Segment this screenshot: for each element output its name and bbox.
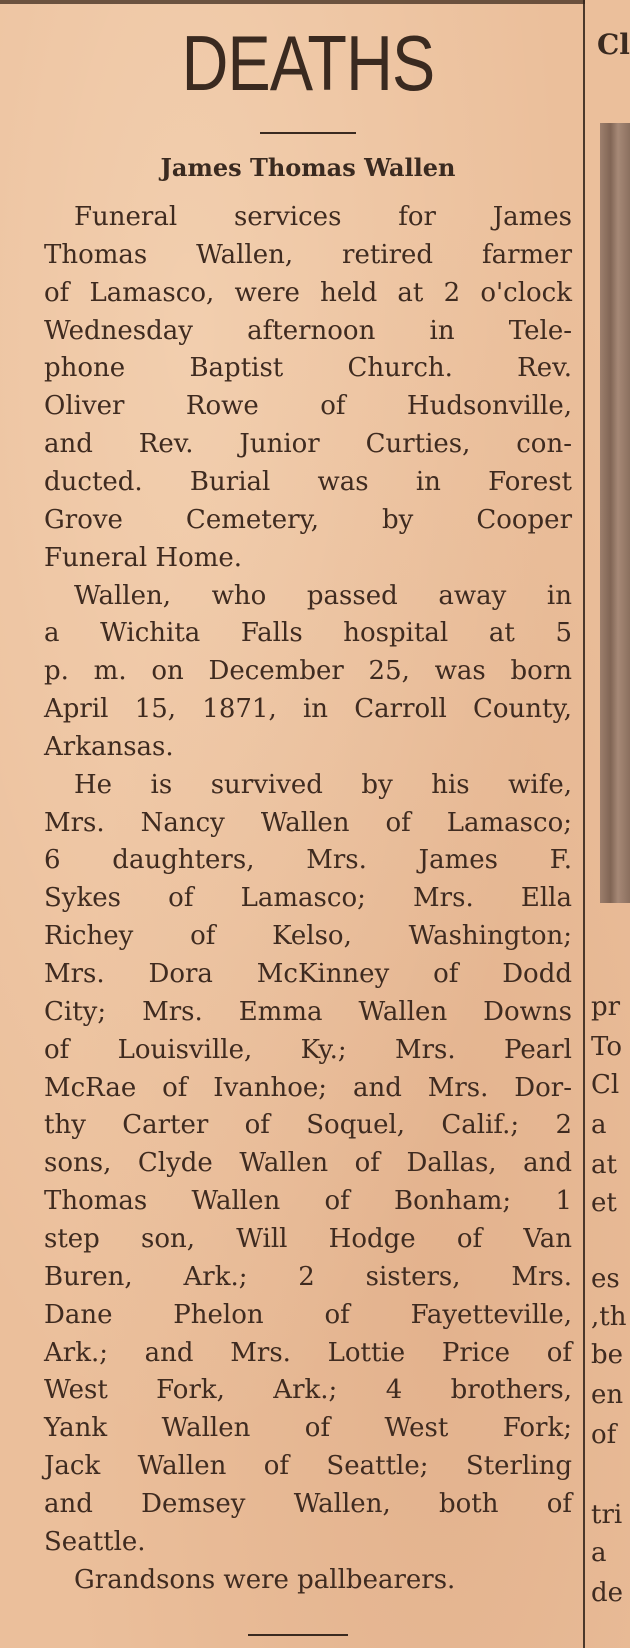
obituary-line: 6 daughters, Mrs. James F. — [44, 845, 572, 875]
adjacent-column-fragment: a — [591, 1538, 607, 1568]
obituary-line: Sykes of Lamasco; Mrs. Ella — [44, 883, 572, 913]
obituary-line: sons, Clyde Wallen of Dallas, and — [44, 1148, 572, 1178]
obituary-line: Wednesday afternoon in Tele- — [44, 316, 572, 346]
obituary-line: Seattle. — [44, 1527, 146, 1557]
obituary-line: Funeral Home. — [44, 543, 243, 573]
obituary-line: thy Carter of Soquel, Calif.; 2 — [44, 1110, 572, 1140]
obituary-line: Ark.; and Mrs. Lottie Price of — [44, 1338, 572, 1368]
obituary-line: City; Mrs. Emma Wallen Downs — [44, 997, 572, 1027]
adjacent-column-fragment: de — [591, 1578, 624, 1608]
obituary-line: Oliver Rowe of Hudsonville, — [44, 391, 572, 421]
obituary-line: Yank Wallen of West Fork; — [44, 1413, 572, 1443]
adjacent-column-fragment: Cl — [591, 1070, 620, 1100]
adjacent-photo — [600, 123, 630, 903]
obituary-line: ducted. Burial was in Forest — [44, 467, 572, 497]
adjacent-column-fragment: et — [591, 1188, 617, 1218]
obituary-line: and Rev. Junior Curties, con- — [44, 429, 572, 459]
adjacent-column-fragment: a — [591, 1110, 607, 1140]
adjacent-column-heading: Cl — [597, 28, 630, 61]
adjacent-column-fragment: es — [591, 1264, 620, 1294]
obituary-line: April 15, 1871, in Carroll County, — [44, 694, 572, 724]
obituary-line: Thomas Wallen of Bonham; 1 — [44, 1186, 572, 1216]
obituary-line: Dane Phelon of Fayetteville, — [44, 1300, 572, 1330]
deaths-column — [44, 0, 572, 1648]
obituary-line: Grandsons were pallbearers. — [74, 1565, 456, 1595]
adjacent-column-fragment: ,th — [591, 1302, 627, 1332]
obituary-line: and Demsey Wallen, both of — [44, 1489, 572, 1519]
obituary-line: of Lamasco, were held at 2 o'clock — [44, 278, 572, 308]
adjacent-column-fragment: en — [591, 1380, 624, 1410]
obituary-line: p. m. on December 25, was born — [44, 656, 572, 686]
obituary-line: of Louisville, Ky.; Mrs. Pearl — [44, 1035, 572, 1065]
deaths-headline: DEATHS — [181, 19, 435, 107]
obituary-line: Jack Wallen of Seattle; Sterling — [44, 1451, 572, 1481]
obituary-line: He is survived by his wife, — [74, 770, 572, 800]
obituary-line: Mrs. Dora McKinney of Dodd — [44, 959, 572, 989]
column-divider — [583, 0, 585, 1648]
adjacent-column-fragment: pr — [591, 992, 621, 1022]
adjacent-column-fragment: at — [591, 1150, 617, 1180]
obituary-line: Mrs. Nancy Wallen of Lamasco; — [44, 808, 572, 838]
obituary-line: Wallen, who passed away in — [74, 581, 572, 611]
obituary-name: James Thomas Wallen — [160, 153, 456, 182]
obituary-line: Funeral services for James — [74, 202, 572, 232]
adjacent-column-fragment: tri — [591, 1500, 623, 1530]
obituary-line: a Wichita Falls hospital at 5 — [44, 618, 572, 648]
adjacent-column-fragment: be — [591, 1340, 624, 1370]
obituary-line: Richey of Kelso, Washington; — [44, 921, 572, 951]
obituary-line: West Fork, Ark.; 4 brothers, — [44, 1375, 572, 1405]
obituary-line: phone Baptist Church. Rev. — [44, 353, 572, 383]
obituary-line: Buren, Ark.; 2 sisters, Mrs. — [44, 1262, 572, 1292]
obituary-line: Thomas Wallen, retired farmer — [44, 240, 572, 270]
obituary-line: McRae of Ivanhoe; and Mrs. Dor- — [44, 1073, 572, 1103]
obituary-line: Arkansas. — [44, 732, 174, 762]
adjacent-column-fragment: of — [591, 1420, 617, 1450]
obituary-line: step son, Will Hodge of Van — [44, 1224, 572, 1254]
headline-rule — [260, 132, 356, 134]
obituary-line: Grove Cemetery, by Cooper — [44, 505, 572, 535]
closing-rule — [248, 1634, 348, 1636]
adjacent-column-fragment: To — [591, 1032, 622, 1062]
